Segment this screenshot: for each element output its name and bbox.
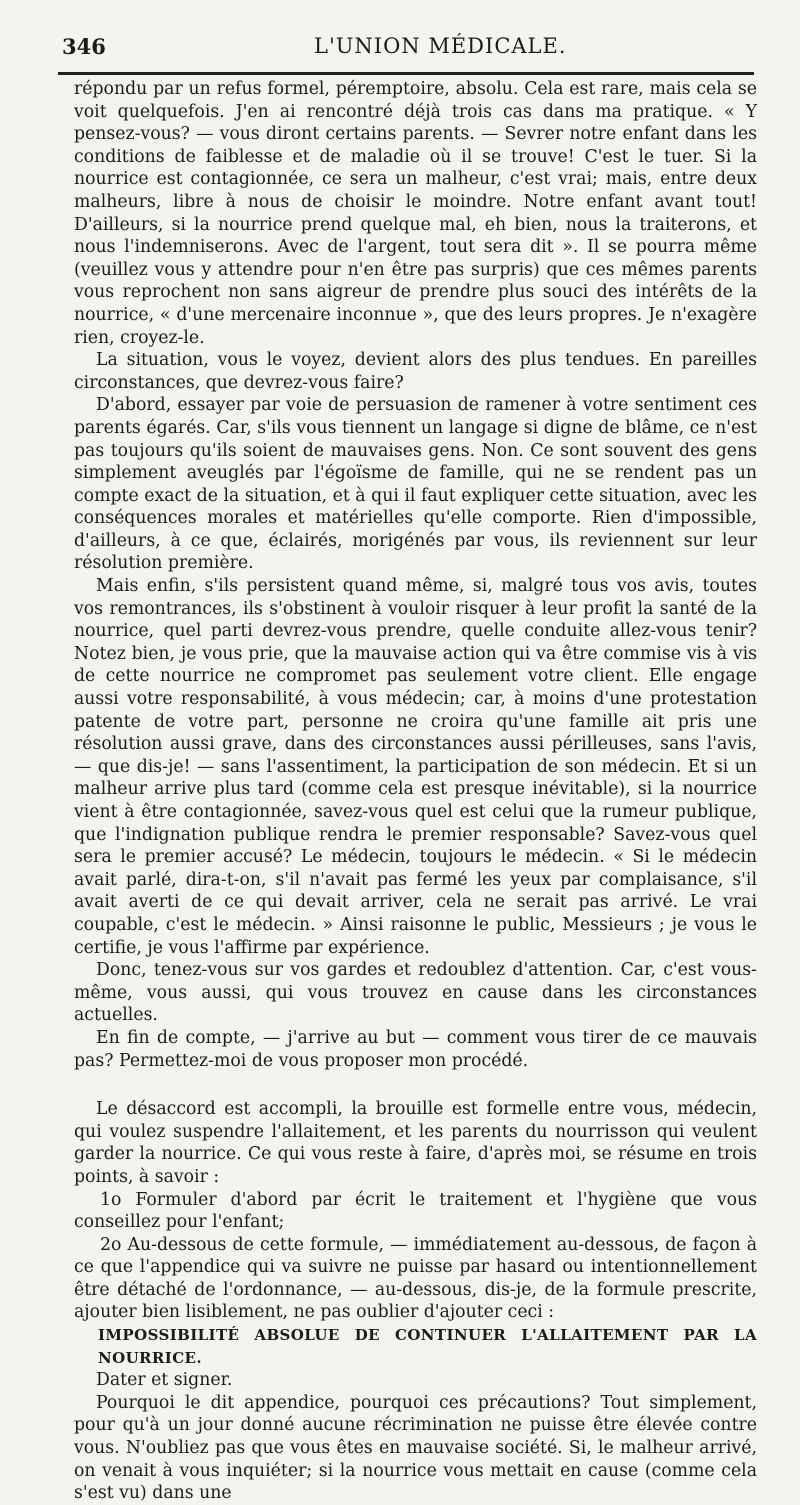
paragraph-4: Mais enfin, s'ils persistent quand même, si, malgré tous vos avis, toutes vos remontrances, ils s'obstinent à vouloir risquer à leur profit la santé de la nourrice, quel parti devrez-vous prendre, quelle conduite allez-vous tenir? Notez bien, je vous prie, que la mauvaise action qui va être commise vis à vis de cette nourrice ne compromet pas seulement votre client. Elle engage aussi votre responsabilité, à vous médecin; car, à moins d'une protestation patente de votre part, personne ne croira qu'une famille ait pris une résolution aussi grave, dans des circonstances aussi périlleuses, sans l'avis, — que dis-je! — sans l'assentiment, la participation de son médecin. Et si un malheur arrive plus tard (comme cela est presque inévitable), si la nourrice vient à être contagionnée, savez-vous quel est celui que la rumeur publique, que l'indignation publique rendra le premier responsable? Savez-vous quel sera le premier accusé? Le médecin, toujours le médecin. « Si le médecin avait parlé, dira-t-on, s'il n'avait pas fermé les yeux par complaisance, s'il avait averti de ce qui devait arriver, cela ne serait pas arrivé. Le vrai coupable, c'est le médecin. » Ainsi raisonne le public, Messieurs ; je vous le certifie, je vous l'affirme par expérience. — [74, 576, 757, 958]
paragraph-1: répondu par un refus formel, péremptoire, absolu. Cela est rare, mais cela se voit quelquefois. J'en ai rencontré déjà trois cas dans ma pratique. « Y pensez-vous? — vous diront certains parents. — Sevrer notre enfant dans les conditions de faiblesse et de maladie où il se trouve! C'est le tuer. Si la nourrice est contagionnée, ce sera un malheur, c'est vrai; mais, entre deux malheurs, libre à nous de choisir le moindre. Notre enfant avant tout! D'ailleurs, si la nourrice prend quelque mal, eh bien, nous la traiterons, et nous l'indemniserons. Avec de l'argent, tout sera dit ». Il se pourra même (veuillez vous y attendre pour n'en être pas surpris) que ces mêmes parents vous reprochent non sans aigreur de prendre plus souci des intérêts de la nourrice, « d'une mercenaire inconnue », que des leurs propres. Je n'exagère rien, croyez-le. — [74, 79, 757, 348]
paragraph-12: Pourquoi le dit appendice, pourquoi ces précautions? Tout simplement, pour qu'à un jour donné aucune récrimination ne puisse être élevée contre vous. N'oubliez pas que vous êtes en mauvaise société. Si, le malheur arrivé, on venait à vous inquiéter; si la nourrice vous mettait en cause (comme cela s'est vu) dans une — [74, 1392, 757, 1504]
paragraph-2: La situation, vous le voyez, devient alors des plus tendues. En pareilles circonstances, que devrez-vous faire? — [74, 350, 757, 393]
page-number: 346 — [62, 34, 106, 59]
paragraph-3: D'abord, essayer par voie de persuasion de ramener à votre sentiment ces parents égarés. Car, s'ils vous tiennent un langage si digne de blâme, ce n'est pas toujours qu'ils soient de mauvaises gens. Non. Ce sont souvent des gens simplement aveuglés par l'égoïsme de famille, qui ne se rendent pas un compte exact de la situation, et à qui il faut expliquer cette situation, avec les conséquences morales et matérielles qu'elle comporte. Rien d'impossible, d'ailleurs, à ce que, éclairés, morigénés par vous, ils reviennent sur leur résolution première. — [74, 395, 757, 574]
appendix-notice: IMPOSSIBILITÉ ABSOLUE DE CONTINUER L'ALLAITEMENT PAR LA NOURRICE. — [98, 1326, 757, 1367]
page-body — [74, 78, 757, 1505]
point-2: 2o Au-dessous de cette formule, — immédiatement au-dessous, de façon à ce que l'appendice qui va suivre ne puisse par hasard ou intentionnellement être détaché de l'ordonnance, — au-dessous, dis-je, de la formule prescrite, ajouter bien lisiblement, ne pas oublier d'ajouter ceci : — [74, 1234, 757, 1323]
section-gap — [74, 1072, 757, 1098]
date-and-sign: Dater et signer. — [96, 1370, 233, 1391]
page-header — [62, 28, 754, 68]
point-1: 1o Formuler d'abord par écrit le traitement et l'hygiène que vous conseillez pour l'enfant; — [74, 1189, 757, 1233]
header-rule — [58, 72, 754, 75]
paragraph-5: Donc, tenez-vous sur vos gardes et redoublez d'attention. Car, c'est vous-même, vous aussi, qui vous trouvez en cause dans les circonstances actuelles. — [74, 960, 757, 1026]
paragraph-7: Le désaccord est accompli, la brouille est formelle entre vous, médecin, qui voulez suspendre l'allaitement, et les parents du nourrisson qui veulent garder la nourrice. Ce qui vous reste à faire, d'après moi, se résume en trois points, à savoir : — [74, 1099, 757, 1187]
paragraph-6: En fin de compte, — j'arrive au but — comment vous tirer de ce mauvais pas? Permettez-moi de vous proposer mon procédé. — [74, 1027, 757, 1071]
running-title: L'UNION MÉDICALE. — [314, 34, 567, 58]
